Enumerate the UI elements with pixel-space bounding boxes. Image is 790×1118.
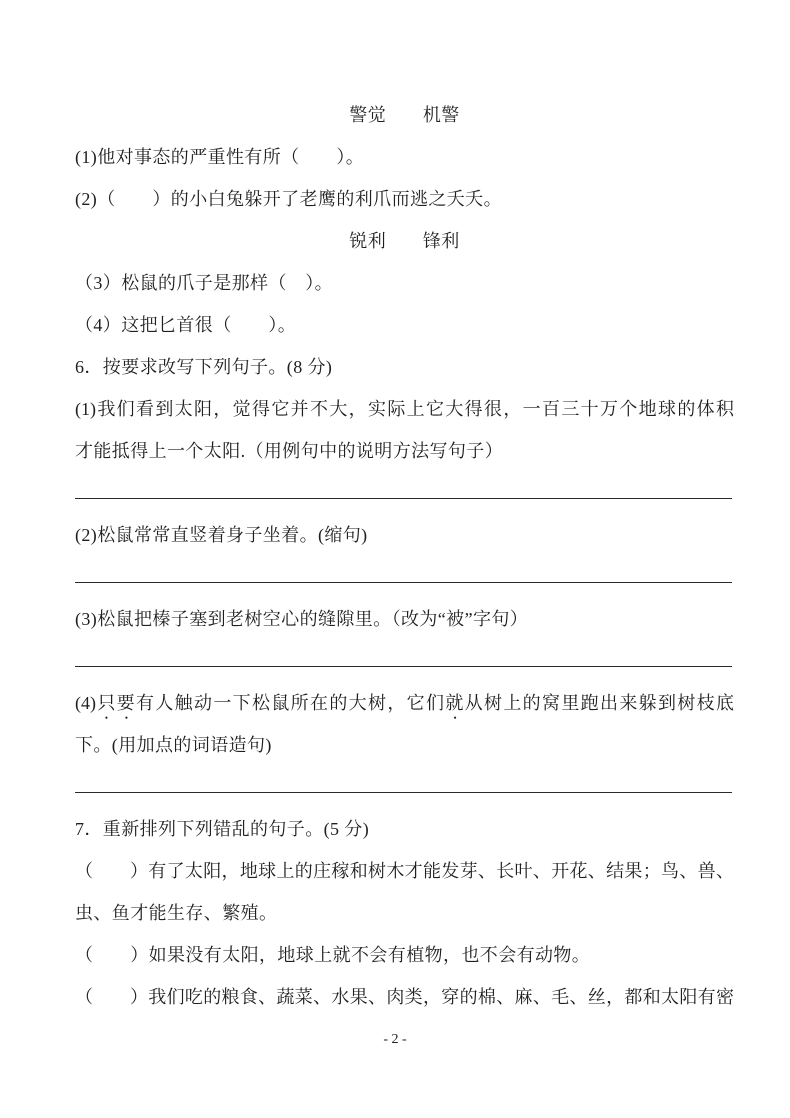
- q6-item-3: (3)松鼠把榛子塞到老树空心的缝隙里。（改为“被”字句）: [75, 609, 529, 629]
- q6-item-1-line-2: 才能抵得上一个太阳.（用例句中的说明方法写句子）: [75, 441, 504, 461]
- q5-item-3: （3）松鼠的爪子是那样（ ）。: [75, 273, 333, 293]
- answer-underline: [75, 498, 732, 499]
- q7-item-3-line-1: （ ）我们吃的粮食、蔬菜、水果、肉类，穿的棉、麻、毛、丝，都和太阳有密: [75, 987, 734, 1007]
- answer-blank-line-2: [75, 556, 734, 598]
- answer-blank-line-4: [75, 766, 734, 808]
- q5-item-4: （4）这把匕首很（ ）。: [75, 315, 297, 335]
- q7-item-2: （ ）如果没有太阳，地球上就不会有植物，也不会有动物。: [75, 945, 591, 965]
- page-number: - 2 -: [383, 1032, 407, 1047]
- q7-item-1-line-1: （ ）有了太阳，地球上的庄稼和树木才能发芽、长叶、开花、结果；鸟、兽、: [75, 861, 734, 881]
- q5-item-2: (2)（ ）的小白兔躲开了老鹰的利爪而逃之夭夭。: [75, 189, 502, 209]
- q7-item-1-line-2: 虫、鱼才能生存、繁殖。: [75, 903, 278, 923]
- q6-title: 6．按要求改写下列句子。(8 分): [75, 357, 333, 377]
- word-bank-2: 锐利 锋利: [349, 231, 460, 251]
- answer-blank-line-1: [75, 472, 734, 514]
- q6-item-4-line-1: [75, 682, 734, 724]
- q6-item-4-emphasis-2: 就: [445, 693, 465, 713]
- q6-item-4-line-2: 下。(用加点的词语造句): [75, 735, 272, 755]
- q5-item-1: (1)他对事态的严重性有所（ ）。: [75, 147, 365, 167]
- q6-item-4-emphasis-1: 只要: [96, 693, 136, 713]
- q6-item-2: (2)松鼠常常直竖着身子坐着。(缩句): [75, 525, 368, 545]
- answer-underline: [75, 792, 732, 793]
- answer-underline: [75, 582, 732, 583]
- answer-underline: [75, 666, 732, 667]
- q7-title: 7．重新排列下列错乱的句子。(5 分): [75, 819, 370, 839]
- q6-item-4-prefix: (4): [75, 693, 96, 713]
- q6-item-4-tail: 从树上的窝里跑出来躲到树枝底: [464, 693, 735, 713]
- page-content: [75, 94, 734, 1018]
- answer-blank-line-3: [75, 640, 734, 682]
- word-bank-1: 警觉 机警: [349, 105, 460, 125]
- q6-item-4-mid: 有人触动一下松鼠所在的大树，它们: [136, 693, 446, 713]
- q6-item-1-line-1: (1)我们看到太阳，觉得它并不大，实际上它大得很，一百三十万个地球的体积: [75, 399, 734, 419]
